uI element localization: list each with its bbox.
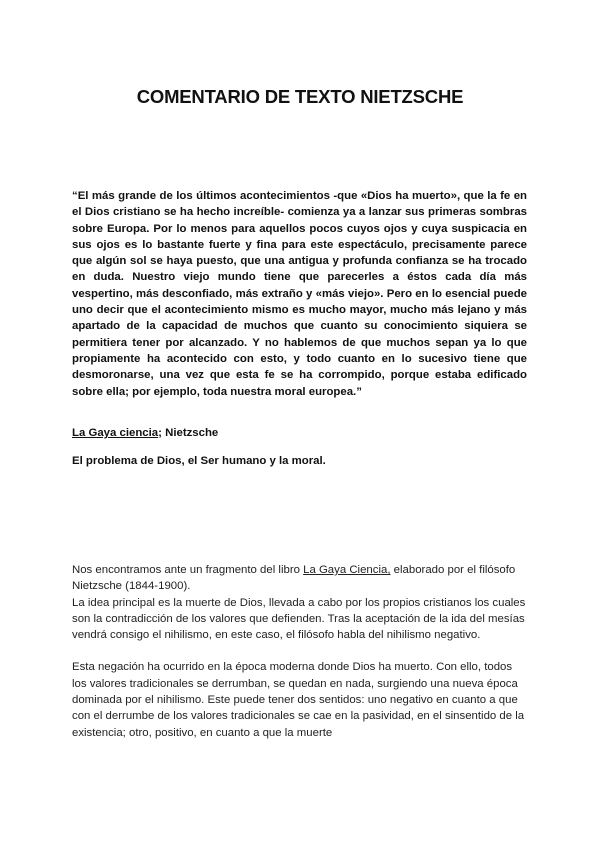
paragraph-1-intro: Nos encontramos ante un fragmento del libro xyxy=(72,564,304,576)
source-author: Nietzsche xyxy=(165,427,219,439)
nietzsche-quote: “El más grande de los últimos acontecimientos -que «Dios ha muerto», que la fe en el Dios cristiano se ha hecho increíble- comienza ya a lanzar sus primeras sombras sobre Europa. Por lo menos para aquellos pocos cuyos ojos y cuya suspicacia en sus ojos es lo bastante fuerte y fina para este espectáculo, precisamente parece que algún sol se haya puesto, que una antigua y profunda confianza se ha trocado en duda. Nuestro viejo mundo tiene que parecerles a éstos cada día más vespertino, más desconfiado, más extraño y «más viejo». Pero en lo esencial puede uno decir que el acontecimiento mismo es mucho mayor, mucho más lejano y más apartado de la capacidad de muchos que cuanto su conocimiento siquiera se permitiera tener por alcanzado. Y no hablemos de que muchos sepan ya lo que propiamente ha acontecido con esto, y todo cuanto en lo sucesivo tiene que desmoronarse, una vez que esta fe se ha corrompido, porque estaba edificado sobre ella; por ejemplo, toda nuestra moral europea.” xyxy=(72,190,527,398)
commentary-paragraph-3: Esta negación ha ocurrido en la época moderna donde Dios ha muerto. Con ello, todos los valores tradicionales se derrumban, se quedan en nada, surgiendo una nueva época dominada por el nihilismo. Este puede tener dos sentidos: uno negativo en cuanto a que con el derrumbe de los valores tradicionales se cae en la pasividad, en el sinsentido de la existencia; otro, positivo, en cuanto a que la muerte xyxy=(72,661,525,739)
paragraph-1-book-title: La Gaya Ciencia, xyxy=(303,564,391,576)
topic-heading: El problema de Dios, el Ser humano y la moral. xyxy=(72,455,326,467)
source-separator: ; xyxy=(158,427,166,439)
commentary-body xyxy=(72,562,527,741)
commentary-paragraph-1 xyxy=(72,562,527,595)
source-book-title: La Gaya ciencia xyxy=(72,427,159,439)
quote-source xyxy=(72,425,527,441)
document-title: COMENTARIO DE TEXTO NIETZSCHE xyxy=(136,86,464,107)
paragraph-1-rest: elaborado por el filósofo Nietzsche (1844-1900). xyxy=(72,564,516,593)
commentary-paragraph-2: La idea principal es la muerte de Dios, llevada a cabo por los propios cristianos los cuales son la contradicción de los valores que defienden. Tras la aceptación de la ida del mesías vendrá consigo el nihilismo, en este caso, el filósofo habla del nihilismo negativo. xyxy=(72,596,526,642)
